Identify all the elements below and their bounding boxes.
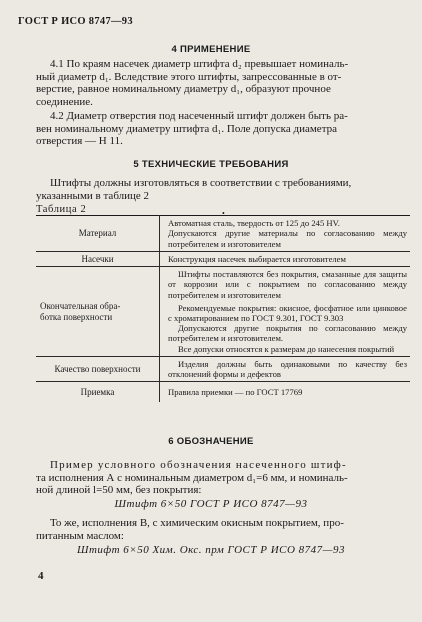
requirements-table [36,215,410,402]
text-line: Штифты должны изготовляться в соответствии с требованиями, [50,177,352,189]
table-cell-text [160,356,411,381]
table-cell-name: Приемка [36,382,160,403]
section-4-paragraph-2 [36,110,398,148]
designation-example-1: Штифт 6×50 ГОСТ Р ИСО 8747—93 [114,498,308,510]
table-cell-name: Насечки [36,252,160,267]
table-row [36,252,410,267]
table-cell-text [160,267,411,357]
text-line: указанными в таблице 2 [36,189,150,202]
table-row [36,267,410,357]
cell-text-line: Штифты поставляются без покрытия, смазанные для защиты от коррозии или с покрытием по согласованию между потребителем и изготовителем [168,269,407,300]
table-cell-text [160,216,411,252]
ink-dot: • [222,209,225,218]
text-line: верстие, равное номинальному диаметру d₁, образуют прочное [36,83,331,96]
text-line: 4.1 По краям насечек диаметр штифта d₂ превышает номиналь- [50,58,349,70]
table-cell-text [160,252,411,267]
text-line: Пример условного обозначения насеченного штиф- [50,459,347,471]
section-5-title: 5 ТЕХНИЧЕСКИЕ ТРЕБОВАНИЯ [133,159,289,170]
cell-text-line: Допускаются другие материалы по согласованию между потребителем и изготовителем [168,228,407,249]
section-6-title: 6 ОБОЗНАЧЕНИЕ [168,436,254,447]
text-line: ный диаметр d₁. Вследствие этого штифты, запрессованные в от- [36,70,342,83]
text-line: 4.2 Диаметр отверстия под насеченный штифт должен быть ра- [50,110,348,122]
text-line: То же, исполнения В, с химическим окисным покрытием, про- [50,517,344,529]
table-cell-name: Материал [36,216,160,252]
section-6-paragraph-2 [36,517,398,542]
text-line: питанным маслом: [36,529,124,542]
text-line: ной длиной l=50 мм, без покрытия: [36,484,202,497]
table-cell-text [160,382,411,403]
table-row [36,382,410,403]
text-line: вен номинальному диаметру штифта d₁. Поле допуска диаметра [36,122,338,135]
table-cell-name: Качество поверхности [36,356,160,381]
section-5-intro [36,177,398,202]
document-header: ГОСТ Р ИСО 8747—93 [18,16,133,27]
text-line: та исполнения А с номинальным диаметром d₁=6 мм, и номиналь- [36,471,348,484]
table-row [36,216,410,252]
cell-text-line: Все допуски относятся к размерам до нанесения покрытий [178,343,395,354]
section-4-title: 4 ПРИМЕНЕНИЕ [171,44,251,55]
cell-text-line: Автоматная сталь, твердость от 125 до 245 HV. [168,218,340,229]
cell-text-line: Конструкция насечек выбирается изготовителем [168,254,346,264]
table-row [36,356,410,381]
table-cell-name: Окончательная обра- ботка поверхности [36,267,160,357]
section-4-paragraph-1 [36,58,398,108]
table-label: Таблица 2 [36,204,87,215]
text-line: соединение. [36,95,93,108]
cell-text-line: Рекомендуемые покрытия: окисное, фосфатное или цинковое с хроматированием по ГОСТ 9.301, ГОСТ 9.303 [168,302,407,324]
cell-text-line: Изделия должны быть одинаковыми по качеству без отклонений формы и дефектов [168,358,407,380]
page-number: 4 [38,570,44,582]
text-line: отверстия — Н 11. [36,135,123,148]
cell-text-line: Допускаются другие покрытия по согласованию между потребителем и изготовителем. [168,323,407,344]
section-6-paragraph-1 [36,459,398,497]
cell-text-line: Правила приемки — по ГОСТ 17769 [168,387,303,398]
designation-example-2: Штифт 6×50 Хим. Окс. прм ГОСТ Р ИСО 8747—93 [77,544,345,556]
